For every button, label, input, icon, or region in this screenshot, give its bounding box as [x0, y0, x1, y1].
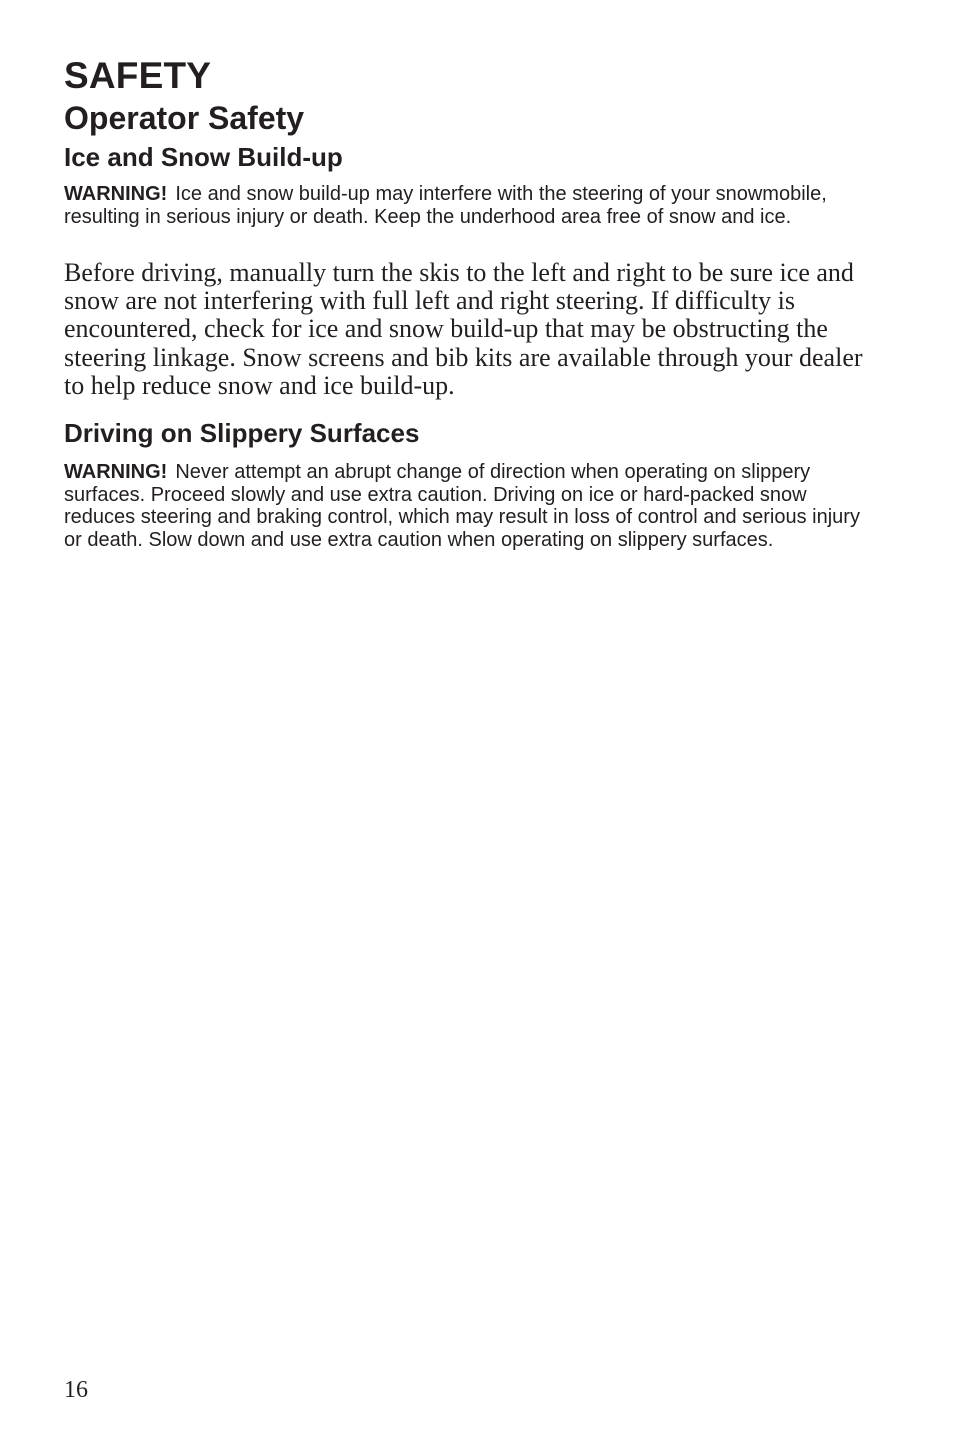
warning-label: WARNING! — [64, 183, 168, 205]
body-paragraph-ice-snow: Before driving, manually turn the skis to the left and right to be sure ice and snow are not interfering with full left and right steering. If difficulty is encountered, check for ice and snow build-up that may be obstructing the steering linkage. Snow screens and bib kits are available through your dealer to help reduce snow and ice build-up. — [64, 258, 863, 400]
subsection-heading-ice-snow: Ice and Snow Build-up — [64, 142, 343, 172]
subsection-heading-slippery-surfaces: Driving on Slippery Surfaces — [64, 418, 420, 448]
warning-ice-snow — [64, 183, 864, 228]
page-number: 16 — [64, 1377, 88, 1403]
warning-text: Ice and snow build-up may interfere with the steering of your snowmobile, resulting in serious injury or death. Keep the underhood area free of snow and ice. — [64, 183, 827, 228]
chapter-title: SAFETY — [64, 55, 212, 96]
warning-text: Never attempt an abrupt change of direction when operating on slippery surfaces. Proceed slowly and use extra caution. Driving on ice or hard-packed snow reduces steering and braking control, which may result in loss of control and serious injury or death. Slow down and use extra caution when operating on slippery surfaces. — [64, 461, 860, 551]
section-title: Operator Safety — [64, 100, 305, 136]
warning-label: WARNING! — [64, 461, 168, 483]
warning-slippery-surfaces — [64, 461, 864, 551]
